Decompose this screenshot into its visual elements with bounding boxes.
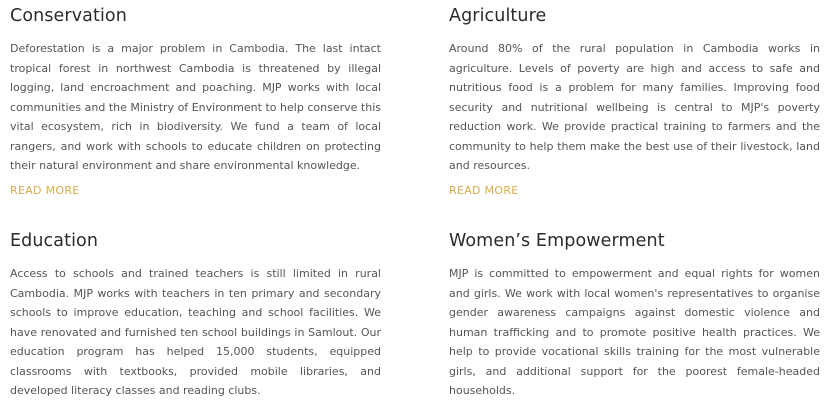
section-title: Conservation [10,6,127,26]
section-title: Women’s Empowerment [449,231,665,251]
section-title: Education [10,231,99,251]
section-body: Access to schools and trained teachers is still limited in rural Cambodia. MJP works with teachers in ten primary and secondary schools to improve education, teaching and school facilities. We have renovated and furnished ten school buildings in Samlout. Our education program has helped 15,000 students, equipped classrooms with textbooks, provided mobile libraries, and developed literacy classes and reading clubs. [10,267,381,397]
section-body: Deforestation is a major problem in Cambodia. The last intact tropical forest in northwest Cambodia is threatened by illegal logging, land encroachment and poaching. MJP works with local communities and the Ministry of Environment to help conserve this vital ecosystem, rich in biodiversity. We fund a team of local rangers, and work with schools to educate children on protecting their natural environment and share environmental knowledge. [10,42,381,172]
section-agriculture [449,5,820,198]
section-body: MJP is committed to empowerment and equal rights for women and girls. We work with local women's representatives to organise gender awareness campaigns against domestic violence and human trafficking and to promote positive health practices. We help to provide vocational skills training for the most vulnerable girls, and additional support for the poorest female-headed households. [449,267,820,397]
section-title: Agriculture [449,6,547,26]
section-education [10,230,381,401]
section-body: Around 80% of the rural population in Cambodia works in agriculture. Levels of poverty are high and access to safe and nutritious food is a problem for many families. Improving food security and nutritional wellbeing is central to MJP's poverty reduction work. We provide practical training to farmers and the community to help them make the best use of their livestock, land and resources. [449,42,820,172]
section-womens-empowerment [449,230,820,401]
read-more-link-conservation[interactable]: READ MORE [10,183,80,197]
section-conservation [10,5,381,198]
read-more-link-agriculture[interactable]: READ MORE [449,183,519,197]
